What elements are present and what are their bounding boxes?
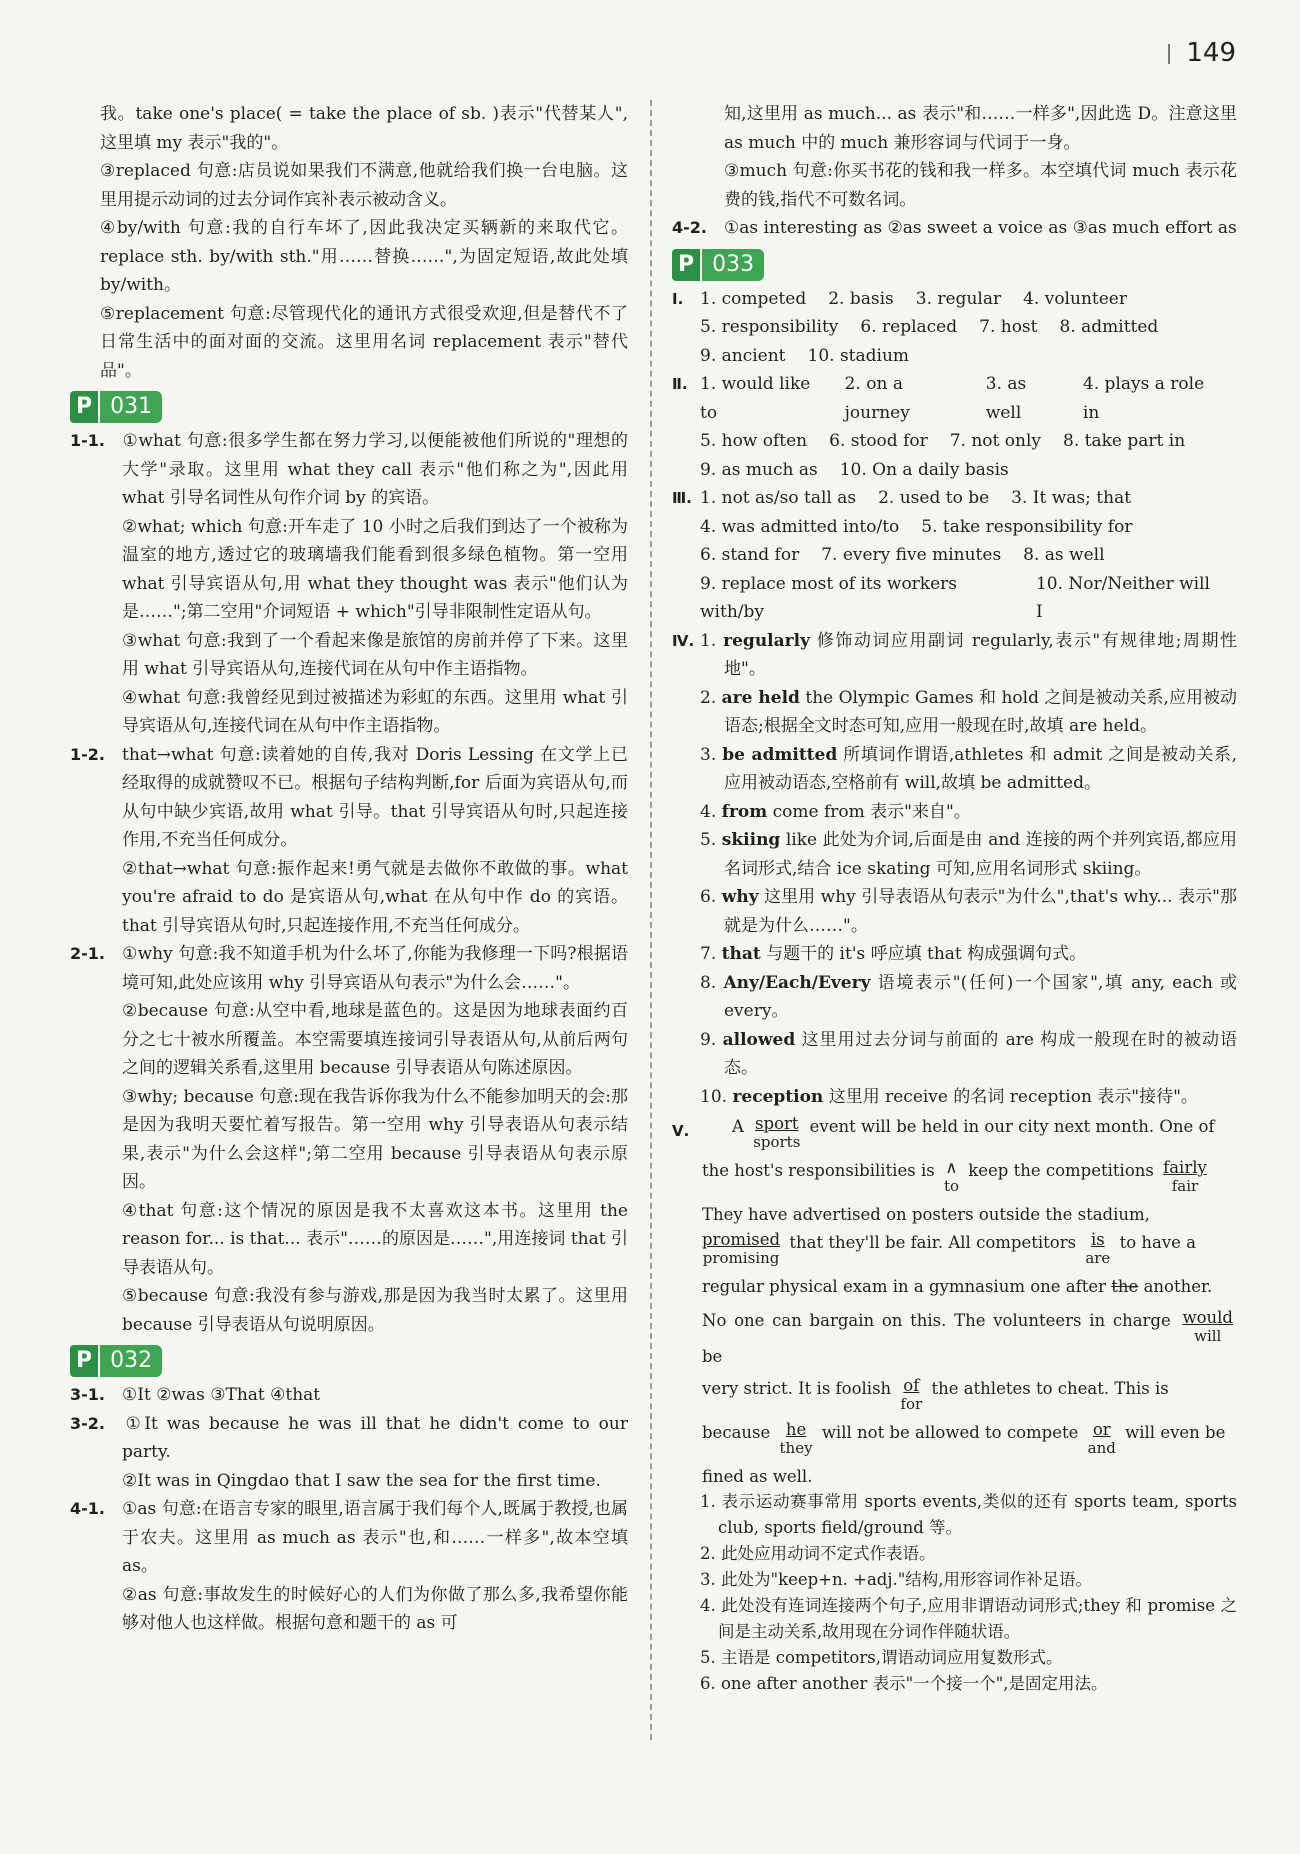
answer-item: 8. Any/Each/Every 语境表示"(任何)一个国家",填 any, each 或 every。 bbox=[700, 972, 1238, 1021]
answer-row: 5. how often 6. stood for 7. not only 8. take part in bbox=[700, 431, 1186, 451]
answer-item: 4-1. ①as 句意:在语言专家的眼里,语言属于我们每个人,既属于教授,也属于农夫。这里用 as much as 表示"也,和……一样多",故本空填 as。 bbox=[70, 1499, 628, 1576]
paragraph: ④by/with 句意:我的自行车坏了,因此我决定买辆新的来取代它。replace sth. by/with sth."用……替换……",为固定短语,故此处填 by/with。 bbox=[100, 218, 628, 295]
corrected-line: regular physical exam in a gymnasium one after the another. bbox=[702, 1277, 1213, 1296]
answer-item: ③what 句意:我到了一个看起来像是旅馆的房前并停了下来。这里用 what 引导宾语从句,连接代词在从句中作主语指物。 bbox=[122, 630, 628, 679]
section-5: Ⅴ. A sport sports event will be held in our city next month. One of the host's responsibilities is ∧ to keep the competitions fairly fair They have advertised on posters outside the stadium, promised promising that they'll be fair. All competitors is are to have a regular physical exam in a gymnasium one after the another. No one can bargain on this. The volunteers in charge would will be very strict. It is foolish of for the athletes to cheat. This is because he they will not be allowed to compete or and will even be fined as well. bbox=[672, 1115, 1237, 1489]
corrected-line: promised promising that they'll be fair. All competitors is are to have a bbox=[702, 1230, 1197, 1267]
answer-item: ④what 句意:我曾经见到过被描述为彩虹的东西。这里用 what 引导宾语从句,连接代词在从句中作主语指物。 bbox=[122, 687, 628, 736]
section-4: Ⅳ. 1. regularly 修饰动词应用副词 regularly,表示"有规律地;周期性地"。 2. are held the Olympic Games 和 hold 之间是被动关系,应用被动语态;根据全文时态可知,应用一般现在时,故填 are held。 3. be admitted 所填词作谓语,athletes 和 admit 之间是被动关系,应用被动语态,空格前有 will,故填 be admitted。 4. from come from 表示"来自"。 5. skiing like 此处为介词,后面是由 and 连接的两个并列宾语,都应用名词形式,结合 ice skating 可知,应用名词形式 skiing。 6. why 这里用 why 引导表语从句表示"为什么",that's why... 表示"那就是为什么……"。 7. that 与题干的 it's 呼应填 that 构成强调句式。 8. Any/Each/Every 语境表示"(任何)一个国家",填 any, each 或 every。 9. allowed 这里用过去分词与前面的 are 构成一般现在时的被动语态。 10. reception 这里用 receive 的名词 reception 表示"接待"。 bbox=[672, 627, 1237, 1112]
paragraph: 知,这里用 as much... as 表示"和……一样多",因此选 D。注意这里 as much 中的 much 兼形容词与代词于一身。 bbox=[724, 104, 1237, 153]
section-5-notes bbox=[672, 1489, 1237, 1697]
correction: he they bbox=[779, 1420, 813, 1457]
answer-item: 4. from come from 表示"来自"。 bbox=[700, 801, 971, 822]
answer-item: ③why; because 句意:现在我告诉你我为什么不能参加明天的会:那是因为我明天要忙着写报告。第一空用 why 引导表语从句表示结果,表示"为什么会这样";第二空用 because 引导表语从句表示原因。 bbox=[122, 1086, 628, 1192]
correction: ∧ to bbox=[943, 1158, 959, 1195]
note: 2. 此处应用动词不定式作表语。 bbox=[700, 1544, 936, 1563]
corrected-line: the host's responsibilities is ∧ to keep the competitions fairly fair bbox=[702, 1158, 1207, 1195]
corrected-line: very strict. It is foolish of for the athletes to cheat. This is bbox=[702, 1376, 1169, 1413]
corrected-line: They have advertised on posters outside the stadium, bbox=[702, 1205, 1150, 1224]
answer-item: 4-2. ①as interesting as ②as sweet a voice as ③as much effort as bbox=[672, 218, 1237, 238]
section-badge-033: P 033 bbox=[672, 249, 764, 281]
answer-item: 2. are held the Olympic Games 和 hold 之间是被动关系,应用被动语态;根据全文时态可知,应用一般现在时,故填 are held。 bbox=[700, 687, 1238, 736]
right-column bbox=[672, 100, 1237, 1697]
answer-item: ②It was in Qingdao that I saw the sea for the first time. bbox=[122, 1470, 601, 1491]
note: 5. 主语是 competitors,谓语动词应用复数形式。 bbox=[700, 1648, 1063, 1667]
answer-item: 9. allowed 这里用过去分词与前面的 are 构成一般现在时的被动语态。 bbox=[700, 1029, 1237, 1078]
corrected-line: fined as well. bbox=[702, 1467, 813, 1486]
answer-item: 3-1. ①It ②was ③That ④that bbox=[70, 1385, 321, 1405]
section-3: Ⅲ. 1. not as/so tall as 2. used to be 3. It was; that 4. was admitted into/to 5. take responsibility for 6. stand for 7. every five minutes 8. as well 9. replace most of its workers with/by 10. Nor/Neither will I bbox=[672, 484, 1237, 627]
section-badge-032: P 032 bbox=[70, 1345, 162, 1377]
answer-item: 1-2. that→what 句意:读着她的自传,我对 Doris Lessing 在文学上已经取得的成就赞叹不已。根据句子结构判断,for 后面为宾语从句,而从句中缺少宾语,故用 what 引导。that 引导宾语从句时,只起连接作用,不充当任何成分。 bbox=[70, 744, 628, 850]
answer-item: ⑤because 句意:我没有参与游戏,那是因为我当时太累了。这里用 because 引导表语从句说明原因。 bbox=[122, 1286, 628, 1335]
answer-item: 3-2. ①It was because he was ill that he didn't come to our party. bbox=[70, 1413, 628, 1462]
corrected-line: because he they will not be allowed to compete or and will even be bbox=[702, 1420, 1226, 1457]
section-1: Ⅰ. 1. competed 2. basis 3. regular 4. volunteer 5. responsibility 6. replaced 7. host 8. admitted 9. ancient 10. stadium bbox=[672, 285, 1237, 371]
answer-row: 1. competed 2. basis 3. regular 4. volunteer bbox=[700, 288, 1127, 309]
answer-row: 6. stand for 7. every five minutes 8. as well bbox=[700, 545, 1105, 565]
page-number: 149 bbox=[1168, 38, 1236, 68]
answer-item: 2-1. ①why 句意:我不知道手机为什么坏了,你能为我修理一下吗?根据语境可知,此处应该用 why 引导宾语从句表示"为什么会……"。 bbox=[70, 944, 628, 993]
correction: is are bbox=[1085, 1230, 1111, 1267]
paragraph: ⑤replacement 句意:尽管现代化的通讯方式很受欢迎,但是替代不了日常生活中的面对面的交流。这里用名词 replacement 表示"替代品"。 bbox=[100, 303, 628, 381]
correction: promised promising bbox=[702, 1230, 781, 1267]
column-divider bbox=[650, 100, 652, 1740]
paragraph: ③much 句意:你买书花的钱和我一样多。本空填代词 much 表示花费的钱,指代不可数名词。 bbox=[724, 161, 1237, 210]
corrected-line: A sport sports event will be held in our city next month. One of bbox=[732, 1114, 1215, 1151]
answer-row: 1. would like to 2. on a journey 3. as well 4. plays a role in bbox=[700, 374, 1205, 423]
corrected-line: No one can bargain on this. The volunteers in charge would will be bbox=[702, 1308, 1233, 1366]
section-2: Ⅱ. 1. would like to 2. on a journey 3. as well 4. plays a role in 5. how often 6. stood for 7. not only 8. take part in 9. as much as 10. On a daily basis bbox=[672, 370, 1237, 484]
answer-row: 5. responsibility 6. replaced 7. host 8. admitted bbox=[700, 317, 1159, 337]
answer-item: ②because 句意:从空中看,地球是蓝色的。这是因为地球表面约百分之七十被水所覆盖。本空需要填连接词引导表语从句,从前后两句之间的逻辑关系看,这里用 because 引导表语从句陈述原因。 bbox=[122, 1001, 628, 1078]
answer-item: 6. why 这里用 why 引导表语从句表示"为什么",that's why... 表示"那就是为什么……"。 bbox=[700, 887, 1238, 936]
answer-item: ②as 句意:事故发生的时候好心的人们为你做了那么多,我希望你能够对他人也这样做。根据句意和题干的 as 可 bbox=[122, 1584, 628, 1633]
paragraph: ③replaced 句意:店员说如果我们不满意,他就给我们换一台电脑。这里用提示动词的过去分词作宾补表示被动含义。 bbox=[100, 161, 628, 210]
answer-row: 9. replace most of its workers with/by 10. Nor/Neither will I bbox=[700, 573, 1210, 622]
note: 6. one after another 表示"一个接一个",是固定用法。 bbox=[700, 1674, 1108, 1693]
answer-item: ②that→what 句意:振作起来!勇气就是去做你不敢做的事。what you're afraid to do 是宾语从句,what 在从句中作 do 的宾语。that 引导宾语从句时,只起连接作用,不充当任何成分。 bbox=[122, 858, 628, 936]
answer-item: 5. skiing like 此处为介词,后面是由 and 连接的两个并列宾语,都应用名词形式,结合 ice skating 可知,应用名词形式 skiing。 bbox=[700, 830, 1237, 879]
answer-row: 9. ancient 10. stadium bbox=[700, 345, 910, 366]
note: 1. 表示运动赛事常用 sports events,类似的还有 sports team, sports club, sports field/ground 等。 bbox=[700, 1492, 1237, 1537]
left-column bbox=[70, 100, 628, 1638]
note: 4. 此处没有连词连接两个句子,应用非谓语动词形式;they 和 promise 之间是主动关系,故用现在分词作伴随状语。 bbox=[700, 1596, 1238, 1641]
answer-row: 1. not as/so tall as 2. used to be 3. It was; that bbox=[700, 488, 1132, 508]
correction: of for bbox=[900, 1376, 923, 1413]
answer-row: 4. was admitted into/to 5. take responsibility for bbox=[700, 516, 1133, 537]
correction: fairly fair bbox=[1163, 1158, 1207, 1195]
correction: would will bbox=[1182, 1308, 1233, 1345]
answer-row: 9. as much as 10. On a daily basis bbox=[700, 459, 1009, 480]
section-badge-031: P 031 bbox=[70, 391, 162, 423]
answer-item: 1-1. ①what 句意:很多学生都在努力学习,以便能被他们所说的"理想的大学"录取。这里用 what they call 表示"他们称之为",因此用 what 引导名词性从句作介词 by 的宾语。 bbox=[70, 431, 628, 508]
paragraph: 我。take one's place( = take the place of sb. )表示"代替某人",这里填 my 表示"我的"。 bbox=[100, 104, 628, 153]
answer-item: 1. regularly 修饰动词应用副词 regularly,表示"有规律地;周期性地"。 bbox=[700, 630, 1237, 679]
answer-item: ④that 句意:这个情况的原因是我不太喜欢这本书。这里用 the reason for... is that... 表示"……的原因是……",用连接词 that 引导表语从句。 bbox=[122, 1200, 628, 1278]
correction: or and bbox=[1087, 1420, 1116, 1457]
correction: sport sports bbox=[753, 1114, 801, 1151]
answer-item: 3. be admitted 所填词作谓语,athletes 和 admit 之间是被动关系,应用被动语态,空格前有 will,故填 be admitted。 bbox=[700, 744, 1237, 793]
answer-item: 7. that 与题干的 it's 呼应填 that 构成强调句式。 bbox=[700, 944, 1087, 964]
note: 3. 此处为"keep+n. +adj."结构,用形容词作补足语。 bbox=[700, 1570, 1093, 1589]
answer-item: ②what; which 句意:开车走了 10 小时之后我们到达了一个被称为温室的地方,透过它的玻璃墙我们能看到很多绿色植物。第一空用 what 引导宾语从句,用 what they thought was 表示"他们认为是……";第二空用"介词短语 + which"引导非限制性定语从句。 bbox=[122, 516, 628, 622]
answer-item: 10. reception 这里用 receive 的名词 reception 表示"接待"。 bbox=[700, 1086, 1198, 1107]
